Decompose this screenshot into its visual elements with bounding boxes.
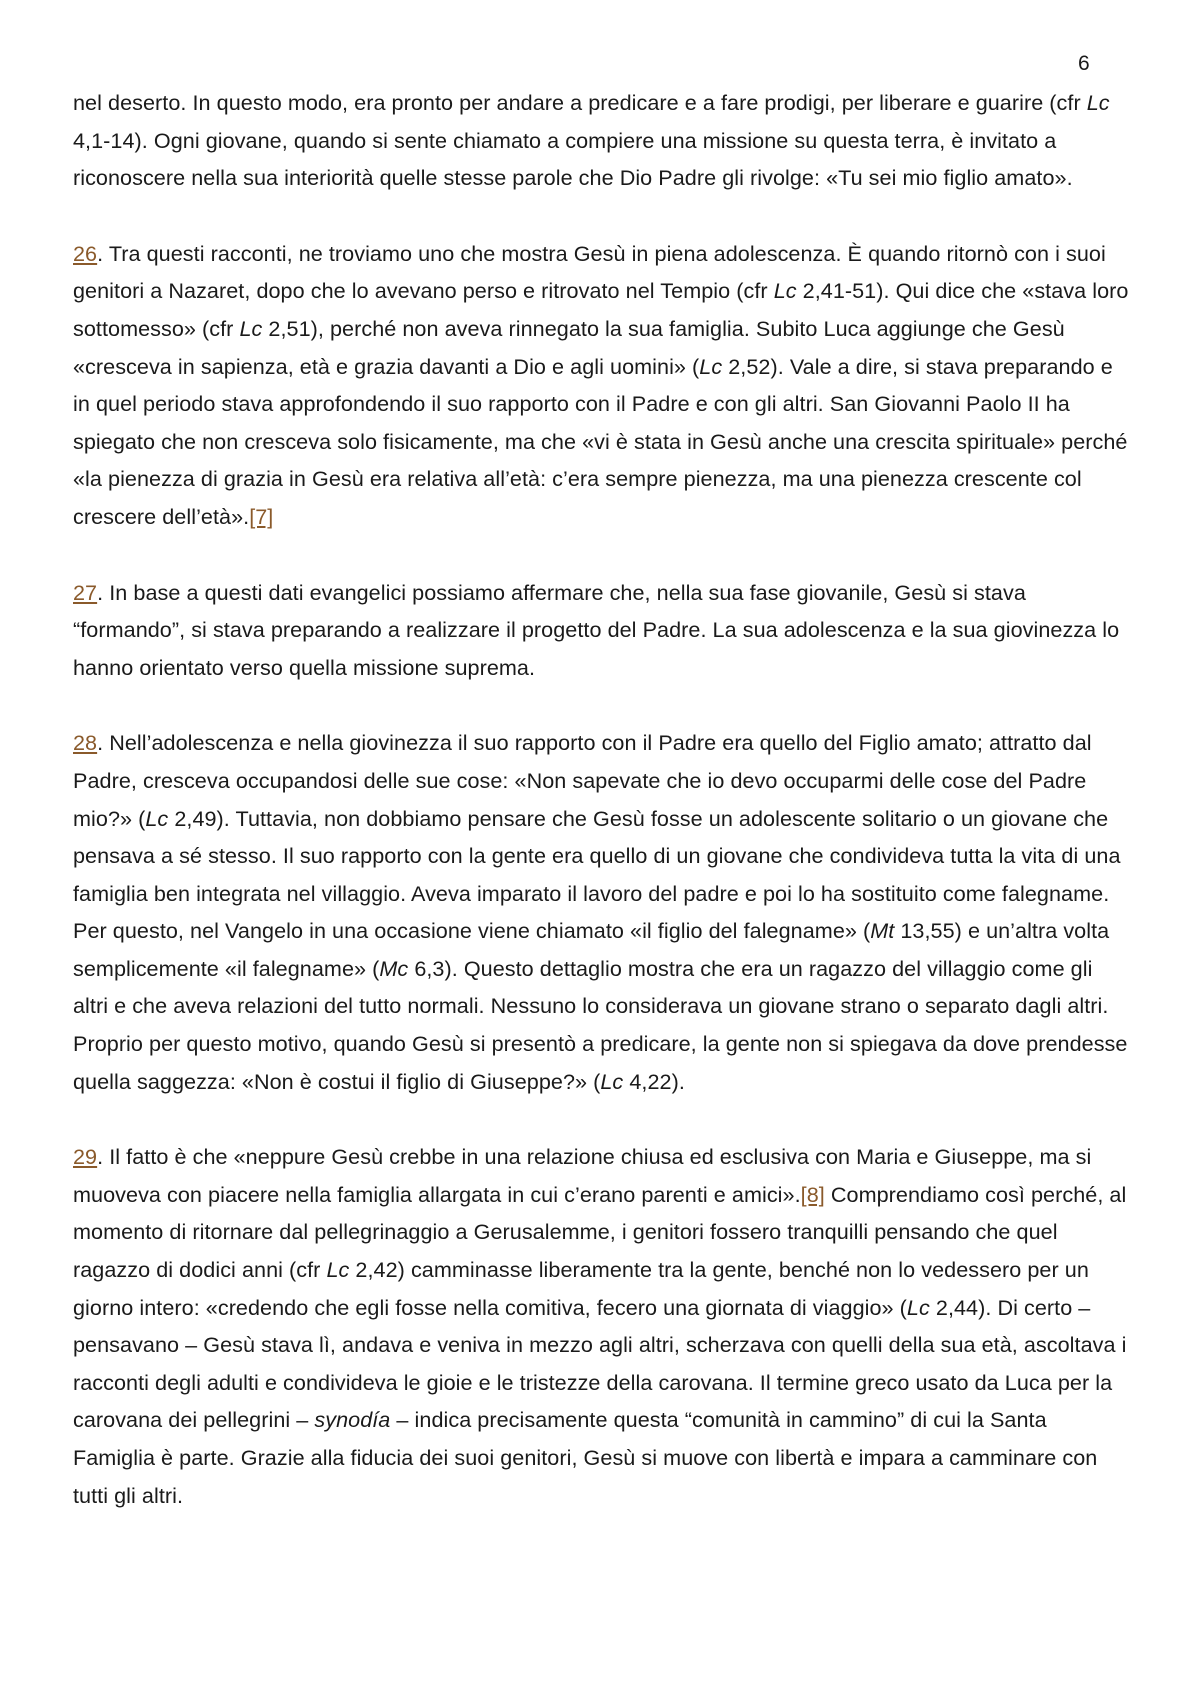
- body-text: . Tra questi racconti, ne troviamo uno che mostra Gesù in piena adolescenza. È quando ritornò con i suoi genitori a Nazaret, dopo che lo avevano perso e ritrovato nel Tempio (cfr: [73, 240, 1106, 304]
- paragraph-number-link[interactable]: 26: [73, 240, 98, 266]
- italic-text: Lc: [699, 353, 723, 379]
- italic-text: Lc: [239, 315, 263, 341]
- body-text: 2,51), perché non aveva rinnegato la sua famiglia. Subito Luca aggiunge che Gesù «cresceva in sapienza, età e grazia davanti a Dio e agli uomini» (: [73, 315, 1065, 379]
- body-text: . Il fatto è che «neppure Gesù crebbe in una relazione chiusa ed esclusiva con Maria e Giuseppe, ma si muoveva con piacere nella famiglia allargata in cui c’erano parenti e amici».: [73, 1144, 1092, 1207]
- paragraph-number-link[interactable]: 29: [73, 1144, 98, 1170]
- body-text: 6,3). Questo dettaglio mostra che era un ragazzo del villaggio come gli altri e che aveva relazioni del tutto normali. Nessuno lo considerava un giovane strano o separato dagli altri. Proprio per questo motivo, quando Gesù si presentò a predicare, la gente non si spiegava da dove prendesse quella saggezza: «Non è costui il figlio di Giuseppe?» (: [73, 955, 1128, 1094]
- body-text: 13,55) e un’altra volta semplicemente «il falegname» (: [73, 918, 1110, 981]
- paragraph-number-link[interactable]: 27: [73, 579, 98, 605]
- body-text: . Nell’adolescenza e nella giovinezza il suo rapporto con il Padre era quello del Figlio amato; attratto dal Padre, cresceva occupandosi delle sue cose: «Non sapevate che io devo occuparmi delle cose del Padre mio?» (: [73, 730, 1092, 831]
- body-text: 2,42) camminasse liberamente tra la gente, benché non lo vedessero per un giorno intero: «credendo che egli fosse nella comitiva, fecero una giornata di viaggio» (: [73, 1257, 1089, 1320]
- body-text: 4,1-14). Ogni giovane, quando si sente chiamato a compiere una missione su questa terra, è invitato a riconoscere nella sua interiorità quelle stesse parole che Dio Padre gli rivolge: «Tu sei mio figlio amato».: [73, 127, 1073, 191]
- body-text: 4,22).: [623, 1068, 685, 1094]
- paragraph-number-link[interactable]: 28: [73, 730, 98, 756]
- body-text: Comprendiamo così perché, al momento di ritornare dal pellegrinaggio a Gerusalemme, i genitori fossero tranquilli pensando che quel ragazzo di dodici anni (cfr: [73, 1181, 1127, 1283]
- italic-text: Lc: [326, 1257, 350, 1283]
- italic-text: synodía: [314, 1407, 391, 1433]
- italic-text: Lc: [906, 1294, 930, 1320]
- paragraph-continuation: [73, 84, 1133, 197]
- italic-text: Lc: [773, 278, 797, 304]
- body-text: . In base a questi dati evangelici possiamo affermare che, nella sua fase giovanile, Gesù si stava “formando”, si stava preparando a realizzare il progetto del Padre. La sua adolescenza e la sua giovinezza lo hanno orientato verso quella missione suprema.: [73, 579, 1120, 680]
- body-text: nel deserto. In questo modo, era pronto per andare a predicare e a fare prodigi, per liberare e guarire (cfr: [73, 90, 1087, 115]
- body-text: 2,49). Tuttavia, non dobbiamo pensare che Gesù fosse un adolescente solitario o un giovane che pensava a sé stesso. Il suo rapporto con la gente era quello di un giovane che condivideva tutta la vita di una famiglia ben integrata nel villaggio. Aveva imparato il lavoro del padre e poi lo ha sostituito come falegname. Per questo, nel Vangelo in una occasione viene chiamato «il figlio del falegname» (: [73, 805, 1121, 944]
- footnote-link[interactable]: [7]: [249, 503, 274, 529]
- document-body: [73, 84, 1133, 1552]
- body-text: 2,44). Di certo – pensavano – Gesù stava lì, andava e veniva in mezzo agli altri, scherzava con quelli della sua età, ascoltava i racconti degli adulti e condivideva le gioie e le tristezze della carovana. Il termine greco usato da Luca per la carovana dei pellegrini –: [73, 1294, 1127, 1433]
- italic-text: Mc: [379, 955, 409, 981]
- body-text: 2,41-51). Qui dice che «stava loro sottomesso» (cfr: [73, 278, 1129, 341]
- paragraph-29: [73, 1138, 1133, 1514]
- italic-text: Lc: [1086, 90, 1110, 115]
- italic-text: Lc: [145, 805, 169, 831]
- paragraph-26: [73, 235, 1133, 536]
- body-text: – indica precisamente questa “comunità in cammino” di cui la Santa Famiglia è parte. Grazie alla fiducia dei suoi genitori, Gesù si muove con libertà e impara a camminare con tutti gli altri.: [73, 1407, 1098, 1508]
- paragraph-28: [73, 724, 1133, 1100]
- paragraph-27: [73, 574, 1133, 687]
- page-number: 6: [1078, 52, 1090, 75]
- body-text: 2,52). Vale a dire, si stava preparando e in quel periodo stava approfondendo il suo rapporto con il Padre e con gli altri. San Giovanni Paolo II ha spiegato che non cresceva solo fisicamente, ma che «vi è stata in Gesù anche una crescita spirituale» perché «la pienezza di grazia in Gesù era relativa all’età: c’era sempre pienezza, ma una pienezza crescente col crescere dell’età».: [73, 353, 1128, 529]
- footnote-link[interactable]: [8]: [800, 1181, 825, 1207]
- italic-text: Lc: [600, 1068, 624, 1094]
- italic-text: Mt: [870, 918, 895, 944]
